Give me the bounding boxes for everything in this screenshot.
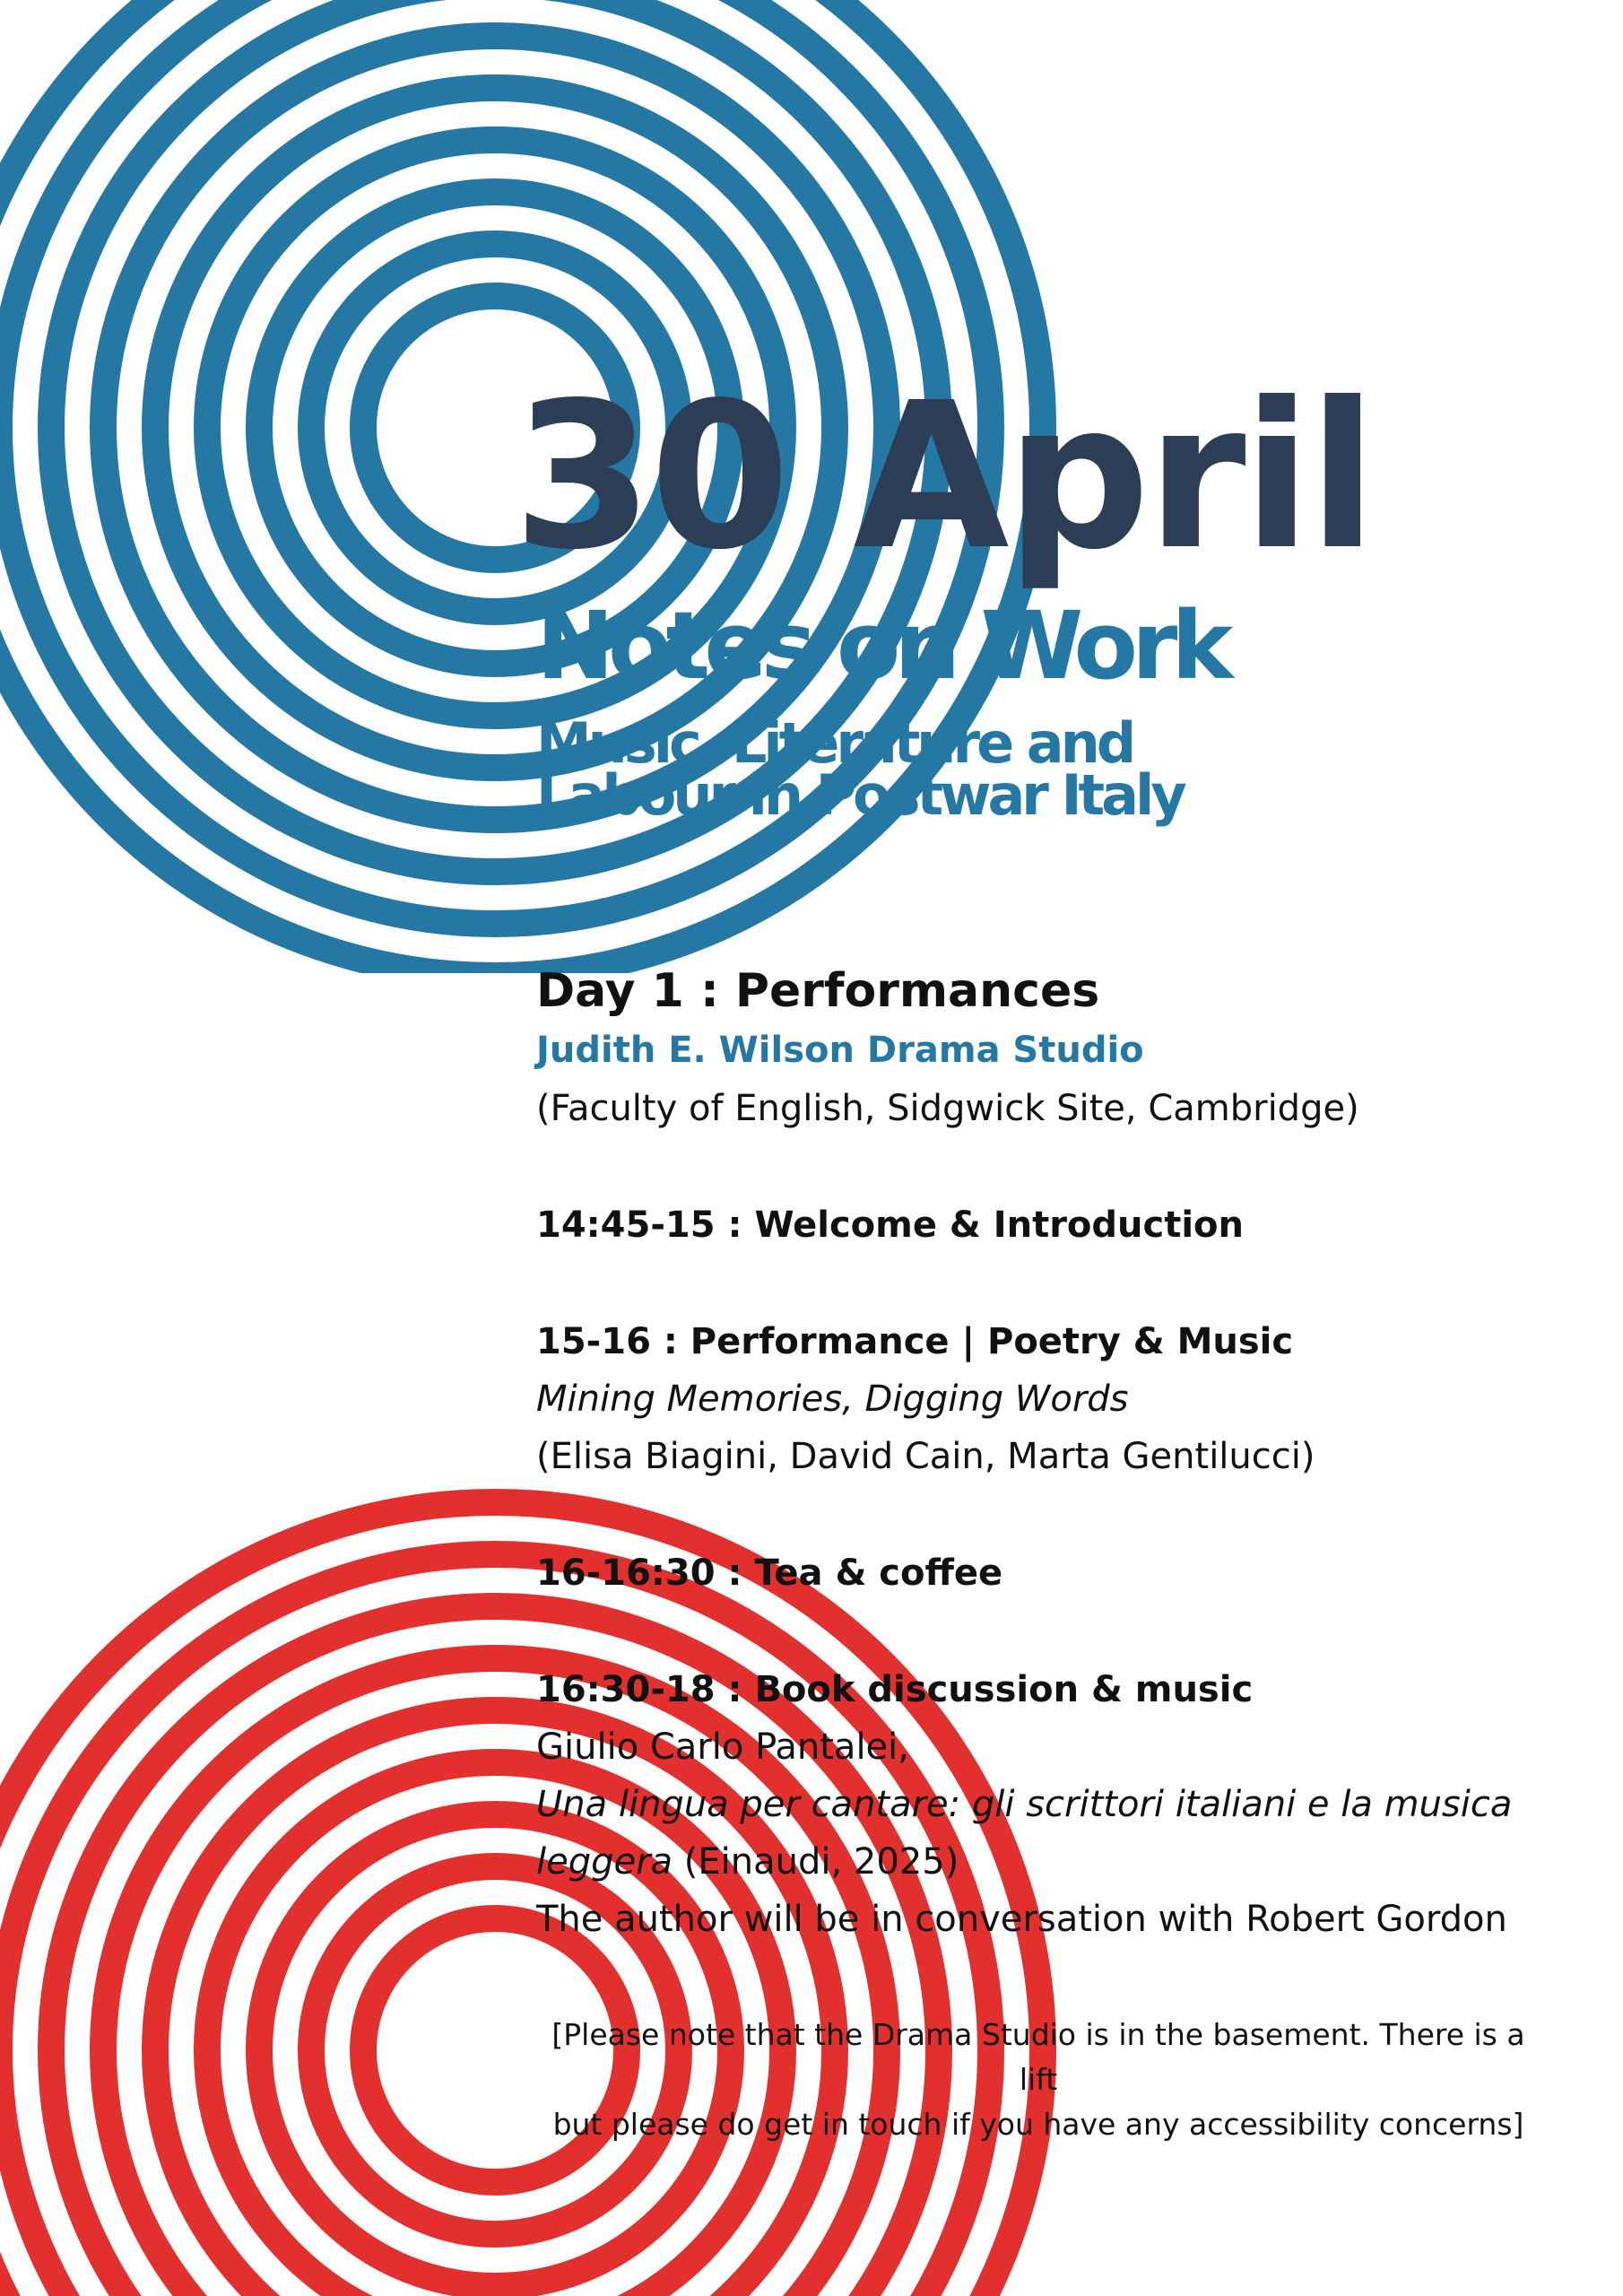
subtitle-line-2: Labour in Postwar Italy bbox=[536, 762, 1184, 828]
performance-people: (Elisa Biagini, David Cain, Marta Gentilucci) bbox=[536, 1436, 1315, 1477]
event-title: Notes on Work bbox=[536, 591, 1228, 700]
subtitle-line-1: Music, Literature and bbox=[536, 710, 1133, 776]
performance-work-title: Mining Memories, Digging Words bbox=[536, 1378, 1129, 1420]
event-subtitle bbox=[536, 710, 1184, 828]
book-conversation: The author will be in conversation with Robert Gordon bbox=[536, 1899, 1507, 1940]
book-title-part-1: Una lingua per cantare: gli scrittori italiani e la musica bbox=[536, 1784, 1513, 1825]
session-welcome-time: 14:45-15 : Welcome & Introduction bbox=[536, 1205, 1245, 1246]
note-line-2: but please do get in touch if you have any accessibility concerns] bbox=[552, 2107, 1524, 2142]
session-break-time: 16-16:30 : Tea & coffee bbox=[536, 1552, 1003, 1594]
book-publisher: (Einaudi, 2025) bbox=[673, 1841, 959, 1883]
book-title-line-2 bbox=[536, 1833, 1567, 1891]
note-line-1: [Please note that the Drama Studio is in the basement. There is a lift bbox=[551, 2017, 1525, 2097]
book-author: Giulio Carlo Pantalei, bbox=[536, 1726, 909, 1768]
accessibility-note bbox=[536, 2013, 1541, 2147]
venue-name: Judith E. Wilson Drama Studio bbox=[536, 1030, 1144, 1071]
session-performance-time: 15-16 : Performance | Poetry & Music bbox=[536, 1321, 1294, 1362]
book-title-part-2: leggera bbox=[536, 1841, 673, 1883]
programme bbox=[536, 961, 1567, 1948]
session-book-time: 16:30-18 : Book discussion & music bbox=[536, 1669, 1254, 1710]
venue-location: (Faculty of English, Sidgwick Site, Cambridge) bbox=[536, 1088, 1359, 1129]
event-date: 30 April bbox=[513, 360, 1374, 595]
day-heading: Day 1 : Performances bbox=[536, 964, 1100, 1018]
